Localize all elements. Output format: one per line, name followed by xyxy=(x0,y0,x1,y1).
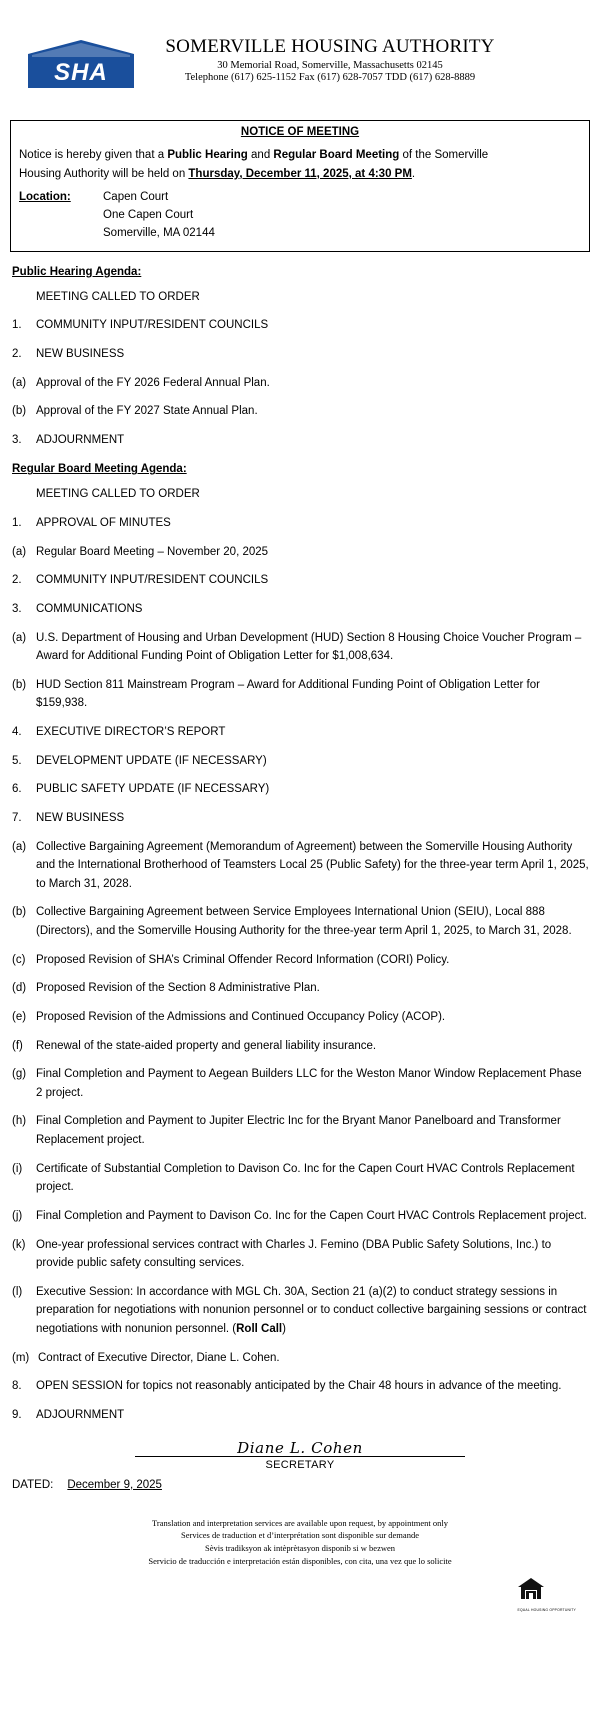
agenda-item-text: U.S. Department of Housing and Urban Development (HUD) Section 8 Housing Choice Voucher Program – Award for Additional Funding Point of Obligation Letter for $1,008,634. xyxy=(36,631,582,663)
agenda-item-text: Final Completion and Payment to Jupiter Electric Inc for the Bryant Manor Panelboard and Transformer Replacement project. xyxy=(36,1115,561,1147)
location-line: One Capen Court xyxy=(103,209,194,222)
agenda-item-marker: (k) xyxy=(12,1238,26,1251)
agenda-item-marker: (j) xyxy=(12,1209,23,1222)
agenda-item xyxy=(12,1236,590,1273)
organization-phone: Telephone (617) 625-1152 Fax (617) 628-7057 TDD (617) 628-8889 xyxy=(184,72,476,83)
organization-address: 30 Memorial Road, Somerville, Massachusetts 02145 xyxy=(217,60,443,71)
agenda-item xyxy=(12,485,590,504)
notice-line2-post: . xyxy=(411,167,416,180)
equal-housing-icon xyxy=(517,1576,576,1607)
agenda-item xyxy=(12,780,590,799)
agenda-item xyxy=(12,1377,590,1396)
agenda-item xyxy=(12,676,590,713)
dated-value: December 9, 2025 xyxy=(67,1478,162,1491)
notice-datetime: Thursday, December 11, 2025, at 4:30 PM xyxy=(188,167,412,180)
notice-public-hearing-label: Public Hearing xyxy=(167,149,248,161)
sha-logo-icon xyxy=(22,38,140,90)
agenda-item-text xyxy=(36,1283,590,1339)
agenda-item xyxy=(12,600,590,619)
agenda-item-text: HUD Section 811 Mainstream Program – Award for Additional Funding Point of Obligation Letter for $159,938. xyxy=(36,678,540,710)
footer-line: Translation and interpretation services are available upon request, by appointment only xyxy=(152,1517,448,1528)
agenda-item-text: Contract of Executive Director, Diane L. Cohen. xyxy=(38,1351,280,1364)
agenda-item-marker: (b) xyxy=(12,678,27,691)
agenda-item xyxy=(12,1112,590,1149)
agenda-item-text: Certificate of Substantial Completion to Davison Co. Inc for the Capen Court HVAC Controls Replacement project. xyxy=(36,1162,575,1194)
agenda-item xyxy=(12,1207,590,1226)
agenda-item xyxy=(12,809,590,828)
notice-regular-board-label: Regular Board Meeting xyxy=(273,149,400,161)
notice-of-meeting-box xyxy=(10,120,590,252)
agenda-item-executive-session xyxy=(12,1283,590,1339)
organization-name: SOMERVILLE HOUSING AUTHORITY xyxy=(165,36,495,57)
agenda-item xyxy=(12,431,590,450)
dated-row xyxy=(12,1479,590,1491)
roll-call-label: Roll Call xyxy=(236,1323,283,1336)
agenda-item-marker: (a) xyxy=(12,545,27,558)
executive-session-text-post: ) xyxy=(282,1323,286,1336)
agenda-item-marker: (h) xyxy=(12,1115,27,1128)
agenda-item xyxy=(12,402,590,421)
agenda-item-marker: 5. xyxy=(12,754,22,767)
agenda-item-text: APPROVAL OF MINUTES xyxy=(36,517,171,530)
agenda-item-text: Proposed Revision of the Section 8 Administrative Plan. xyxy=(36,982,320,995)
agenda-item-marker: (b) xyxy=(12,906,27,919)
agenda-item-marker: (c) xyxy=(12,953,26,966)
agenda-item xyxy=(12,838,590,894)
agenda-item-text: NEW BUSINESS xyxy=(36,811,125,824)
notice-line1-mid: and xyxy=(247,149,274,161)
equal-housing-label: EQUAL HOUSING OPPORTUNITY xyxy=(517,1607,576,1612)
signature-title: SECRETARY xyxy=(265,1458,335,1471)
agenda-item-marker: 1. xyxy=(12,517,22,530)
agenda-item xyxy=(12,316,590,335)
agenda-item-marker: (b) xyxy=(12,405,27,418)
agenda-item xyxy=(12,979,590,998)
agenda-item-text: Proposed Revision of the Admissions and Continued Occupancy Policy (ACOP). xyxy=(36,1010,446,1023)
notice-title: NOTICE OF MEETING xyxy=(240,126,360,138)
agenda-item-text: MEETING CALLED TO ORDER xyxy=(36,290,200,303)
signature-name: Diane L. Cohen xyxy=(237,1438,363,1457)
location-row xyxy=(19,189,581,242)
agenda-item-text: EXECUTIVE DIRECTOR’S REPORT xyxy=(36,726,226,739)
regular-board-agenda-title: Regular Board Meeting Agenda: xyxy=(12,463,187,476)
agenda-item-text: ADJOURNMENT xyxy=(36,1408,125,1421)
agenda-item-marker: 3. xyxy=(12,433,22,446)
document-footer xyxy=(10,1517,590,1568)
agenda-item-text: Collective Bargaining Agreement between Service Employees International Union (SEIU), Local 888 (Directors), and the Somerville Housing Authority for the three-year term April 1, 2025, to March 31, 2028. xyxy=(36,906,572,938)
agenda-item-text: Final Completion and Payment to Aegean Builders LLC for the Weston Manor Window Replacement Phase 2 project. xyxy=(36,1068,582,1099)
agenda-item-marker: 3. xyxy=(12,602,22,615)
agenda-item-marker: 2. xyxy=(12,347,22,360)
agenda-item xyxy=(12,1065,590,1102)
location-lines xyxy=(103,189,215,242)
agenda-item xyxy=(12,543,590,562)
agenda-item-marker: 8. xyxy=(12,1380,22,1393)
notice-line1-pre: Notice is hereby given that a xyxy=(19,149,168,161)
agenda-item-marker: (a) xyxy=(12,840,27,853)
agenda-item-text: Approval of the FY 2027 State Annual Plan. xyxy=(36,405,258,418)
public-hearing-agenda-title: Public Hearing Agenda: xyxy=(12,265,142,278)
agenda-item-text: MEETING CALLED TO ORDER xyxy=(36,488,200,501)
agenda-item xyxy=(12,1160,590,1197)
agenda-item xyxy=(12,1008,590,1027)
agenda-item-text: PUBLIC SAFETY UPDATE (IF NECESSARY) xyxy=(36,783,270,796)
signature-block xyxy=(10,1439,590,1471)
agenda-item-text: ADJOURNMENT xyxy=(36,433,125,446)
agenda-item-text: Final Completion and Payment to Davison Co. Inc for the Capen Court HVAC Controls Replacement project. xyxy=(36,1209,587,1222)
agenda-item xyxy=(12,345,590,364)
agenda-item-marker: 6. xyxy=(12,783,22,796)
agenda-item-marker: (e) xyxy=(12,1010,27,1023)
location-line: Somerville, MA 02144 xyxy=(103,226,215,239)
document-header xyxy=(10,36,590,114)
agenda-item xyxy=(12,752,590,771)
agenda-item xyxy=(12,629,590,666)
agenda-item xyxy=(12,951,590,970)
agenda-item-marker: (a) xyxy=(12,631,27,644)
agenda-item-text: COMMUNICATIONS xyxy=(36,602,143,615)
agenda-item-marker: 4. xyxy=(12,726,22,739)
agenda-item xyxy=(12,571,590,590)
agenda-item-marker: (m) xyxy=(12,1351,30,1364)
agenda-item-text: Collective Bargaining Agreement (Memorandum of Agreement) between the Somerville Housing Authority and the International Brotherhood of Teamsters Local 25 (Public Safety) for the three-year term April 1, 2025, to March 31, 2028. xyxy=(36,840,589,890)
notice-line1-post: of the Somerville xyxy=(399,149,489,161)
agenda-item xyxy=(12,723,590,742)
agenda-item-text: Renewal of the state-aided property and general liability insurance. xyxy=(36,1039,377,1052)
agenda-item-text: COMMUNITY INPUT/RESIDENT COUNCILS xyxy=(36,574,269,587)
dated-label: DATED: xyxy=(12,1478,54,1491)
agenda-item xyxy=(12,1406,590,1425)
location-label: Location: xyxy=(19,191,71,204)
agenda-item-text: Regular Board Meeting – November 20, 2025 xyxy=(36,545,269,558)
agenda-item-text: Approval of the FY 2026 Federal Annual Plan. xyxy=(36,376,270,389)
footer-line: Sèvis tradiksyon ak intèprètasyon disponib si w bezwen xyxy=(204,1543,396,1554)
agenda-item xyxy=(12,374,590,393)
agenda-item-marker: 1. xyxy=(12,319,22,332)
agenda-item-marker: (a) xyxy=(12,376,27,389)
agenda-item xyxy=(12,288,590,307)
executive-session-text-pre: Executive Session: In accordance with MGL Ch. 30A, Section 21 (a)(2) to conduct strategy sessions in preparation for negotiations with nonunion personnel or to conduct collective bargaining sessions or contract negotiations with nonunion personnel. ( xyxy=(36,1285,587,1336)
notice-body xyxy=(19,146,581,183)
agenda-item xyxy=(12,1037,590,1056)
svg-text:SHA: SHA xyxy=(54,59,108,86)
agenda-item-marker: (i) xyxy=(12,1162,23,1175)
agenda-item-text: NEW BUSINESS xyxy=(36,347,125,360)
agenda-item-marker: 2. xyxy=(12,574,22,587)
notice-line2-pre: Housing Authority will be held on xyxy=(19,167,189,180)
agenda-item xyxy=(12,903,590,940)
agenda-item-marker: 9. xyxy=(12,1408,22,1421)
agenda-item-marker: (l) xyxy=(12,1285,23,1298)
agenda-item-text: DEVELOPMENT UPDATE (IF NECESSARY) xyxy=(36,754,267,767)
footer-line: Services de traduction et d’interprétation sont disponible sur demande xyxy=(181,1530,419,1541)
agenda-item xyxy=(12,1349,590,1368)
agenda-item xyxy=(12,514,590,533)
agenda-item-marker: (d) xyxy=(12,982,27,995)
agenda-item-text: OPEN SESSION for topics not reasonably anticipated by the Chair 48 hours in advance of the meeting. xyxy=(36,1380,562,1393)
location-line: Capen Court xyxy=(103,191,169,204)
agenda-item-text: COMMUNITY INPUT/RESIDENT COUNCILS xyxy=(36,319,269,332)
agenda-item-text: Proposed Revision of SHA’s Criminal Offender Record Information (CORI) Policy. xyxy=(36,953,450,966)
agenda-item-marker: 7. xyxy=(12,811,22,824)
agenda-item-marker: (g) xyxy=(12,1068,27,1081)
agenda-item-text: One-year professional services contract with Charles J. Femino (DBA Public Safety Solutions, Inc.) to provide public safety consulting services. xyxy=(36,1238,552,1270)
agenda-item-marker: (f) xyxy=(12,1039,23,1052)
equal-housing-opportunity-block xyxy=(10,1576,590,1612)
footer-line: Servicio de traducción e interpretación están disponibles, con cita, una vez que lo solicite xyxy=(148,1555,452,1566)
